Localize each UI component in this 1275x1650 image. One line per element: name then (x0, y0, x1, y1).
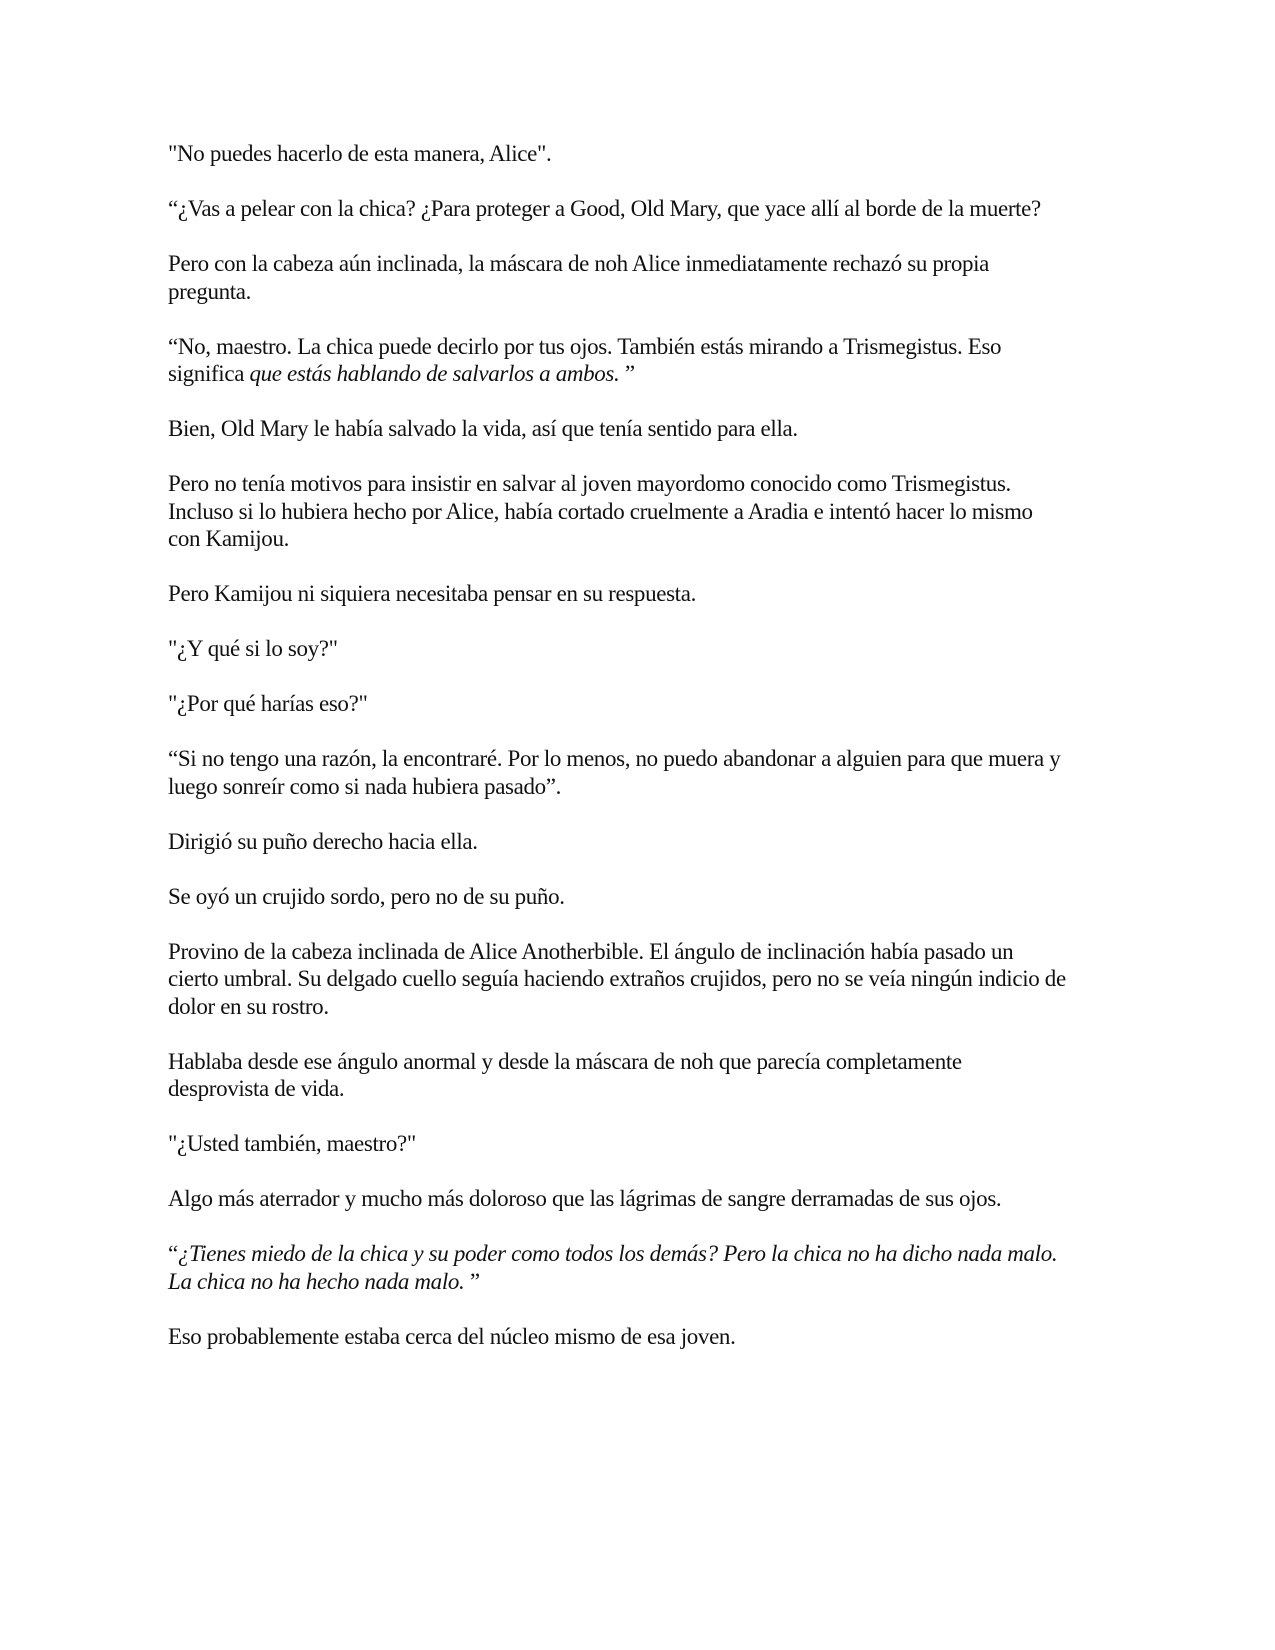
paragraph-9: "¿Por qué harías eso?" (168, 691, 368, 716)
paragraph-11: Dirigió su puño derecho hacia ella. (168, 828, 478, 854)
paragraph-2: “¿Vas a pelear con la chica? ¿Para proteger a Good, Old Mary, que yace allí al borde de la muerte? (168, 196, 1041, 221)
paragraph-17-tail: ” (464, 1268, 480, 1294)
paragraph-17 (168, 1240, 1068, 1295)
paragraph-6: Pero no tenía motivos para insistir en salvar al joven mayordomo conocido como Trismegistus. Incluso si lo hubiera hecho por Alice, había cortado cruelmente a Aradia e intentó hacer lo mismo con Kamijou. (168, 471, 1033, 551)
paragraph-14: Hablaba desde ese ángulo anormal y desde la máscara de noh que parecía completamente desprovista de vida. (168, 1048, 962, 1101)
paragraph-4 (168, 333, 1068, 388)
paragraph-4-italic: que estás hablando de salvarlos a ambos. (249, 361, 620, 386)
paragraph-18: Eso probablemente estaba cerca del núcleo mismo de esa joven. (168, 1323, 736, 1349)
paragraph-17-open-quote: “ (168, 1241, 178, 1266)
document-page (168, 140, 1068, 1378)
paragraph-12: Se oyó un crujido sordo, pero no de su puño. (168, 883, 565, 909)
paragraph-17-italic: ¿Tienes miedo de la chica y su poder como todos los demás? Pero la chica no ha dicho nada malo. La chica no ha hecho nada malo. (168, 1241, 1058, 1294)
paragraph-1: "No puedes hacerlo de esta manera, Alice". (168, 141, 552, 166)
paragraph-8: "¿Y qué si lo soy?" (168, 636, 338, 661)
paragraph-3: Pero con la cabeza aún inclinada, la máscara de noh Alice inmediatamente rechazó su propia pregunta. (168, 251, 990, 304)
paragraph-13: Provino de la cabeza inclinada de Alice Anotherbible. El ángulo de inclinación había pasado un cierto umbral. Su delgado cuello seguía haciendo extraños crujidos, pero no se veía ningún indicio de dolor en su rostro. (168, 938, 1066, 1019)
paragraph-4-tail: ” (619, 361, 635, 386)
paragraph-16: Algo más aterrador y mucho más doloroso que las lágrimas de sangre derramadas de sus ojos. (168, 1186, 1002, 1211)
paragraph-4-text: “No, maestro. La chica puede decirlo por tus ojos. También estás mirando a Trismegistus. Eso significa (168, 333, 1002, 386)
paragraph-5: Bien, Old Mary le había salvado la vida, así que tenía sentido para ella. (168, 416, 798, 441)
paragraph-15: "¿Usted también, maestro?" (168, 1131, 416, 1156)
paragraph-7: Pero Kamijou ni siquiera necesitaba pensar en su respuesta. (168, 581, 696, 606)
paragraph-10: “Si no tengo una razón, la encontraré. Por lo menos, no puedo abandonar a alguien para que muera y luego sonreír como si nada hubiera pasado”. (168, 746, 1061, 799)
